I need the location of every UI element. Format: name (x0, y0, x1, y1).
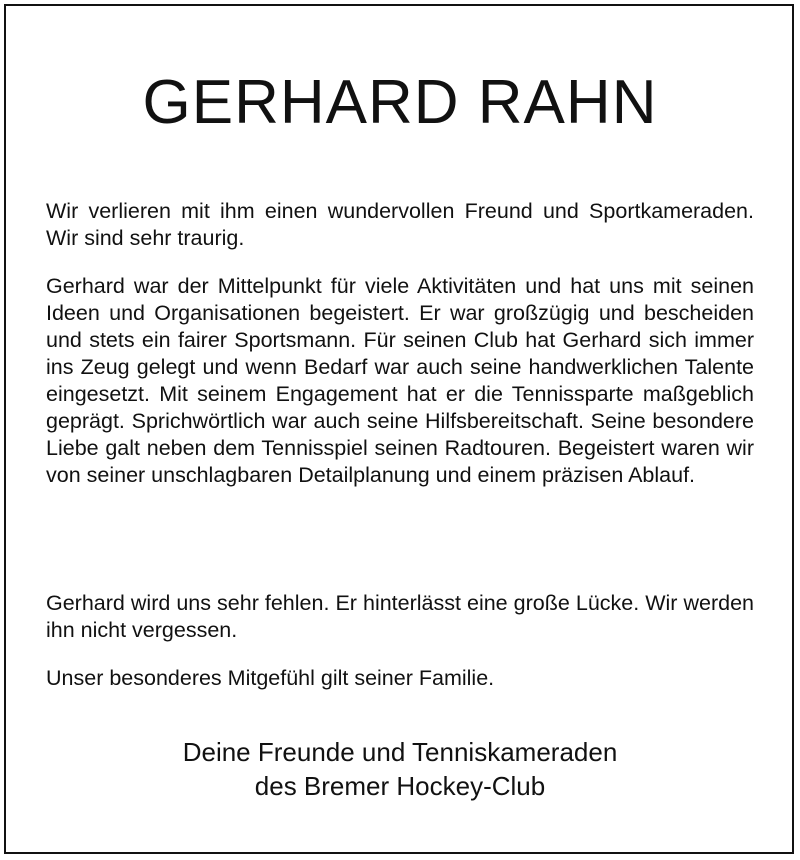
signature-block (0, 735, 800, 803)
paragraph-farewell: Gerhard wird uns sehr fehlen. Er hinterlässt eine große Lücke. Wir werden ihn nicht vergessen. (46, 591, 754, 642)
paragraph-tribute: Gerhard war der Mittelpunkt für viele Aktivitäten und hat uns mit seinen Ideen und Organisationen begeistert. Er war großzügig und bescheiden und stets ein fairer Sportsmann. Für seinen Club hat Gerhard sich immer ins Zeug gelegt und wenn Bedarf war auch seine handwerklichen Talente eingesetzt. Mit seinem Engagement hat er die Tennissparte maßgeblich geprägt. Sprichwörtlich war auch seine Hilfsbereitschaft. Seine besondere Liebe galt neben dem Tennisspiel seinen Radtouren. Begeistert waren wir von seiner unschlagbaren Detailplanung und einem präzisen Ablauf. (46, 274, 754, 487)
paragraph-condolence: Unser besonderes Mitgefühl gilt seiner Familie. (46, 666, 495, 690)
signature-line-2: des Bremer Hockey-Club (254, 771, 546, 801)
deceased-name: GERHARD RAHN (142, 68, 658, 137)
paragraph-intro: Wir verlieren mit ihm einen wundervollen Freund und Sportkameraden. Wir sind sehr traurig. (46, 199, 754, 250)
signature-line-1: Deine Freunde und Tenniskameraden (182, 737, 618, 767)
